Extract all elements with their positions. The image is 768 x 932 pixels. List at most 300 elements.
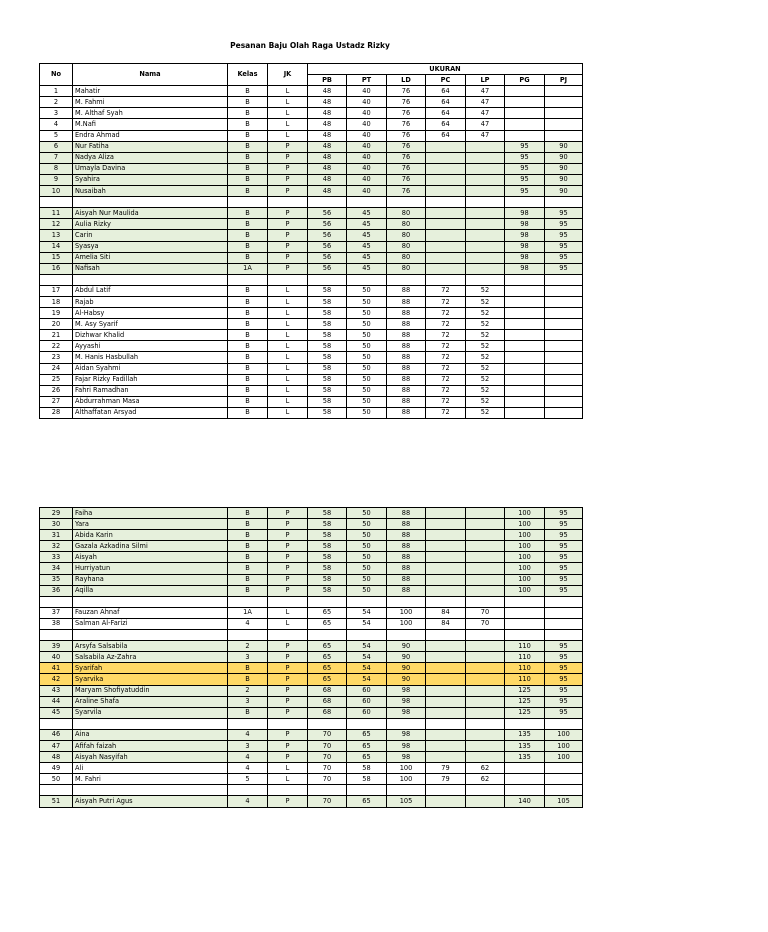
cell-lp [466, 141, 505, 152]
cell-pb: 65 [308, 618, 347, 629]
cell-nama: Althaffatan Arsyad [73, 407, 228, 418]
cell-pg [505, 285, 545, 296]
table-row [40, 508, 583, 519]
cell-lp: 52 [466, 296, 505, 307]
cell-nama: M. Althaf Syah [73, 108, 228, 119]
cell-pc: 72 [426, 330, 466, 341]
cell-jk: L [268, 319, 308, 330]
cell-nama: Afifah faizah [73, 740, 228, 751]
cell-ld: 76 [387, 108, 426, 119]
blank-cell [387, 785, 426, 796]
cell-pt: 45 [347, 219, 387, 230]
blank-cell [73, 785, 228, 796]
table-row [40, 208, 583, 219]
cell-pb: 70 [308, 740, 347, 751]
order-table-top [39, 63, 583, 419]
table-row [40, 407, 583, 418]
cell-lp [466, 585, 505, 596]
cell-nama: Maryam Shofiyatuddin [73, 685, 228, 696]
cell-pj: 95 [545, 707, 583, 718]
cell-pc: 72 [426, 396, 466, 407]
table-row [40, 308, 583, 319]
cell-pj: 95 [545, 674, 583, 685]
table-row [40, 363, 583, 374]
cell-pj: 100 [545, 752, 583, 763]
order-table-bottom [39, 507, 583, 808]
cell-nama: M.Nafi [73, 119, 228, 130]
cell-pc: 64 [426, 97, 466, 108]
blank-cell [505, 718, 545, 729]
cell-pt: 54 [347, 607, 387, 618]
cell-kelas: B [228, 252, 268, 263]
cell-pj: 95 [545, 552, 583, 563]
cell-kelas: B [228, 108, 268, 119]
cell-no: 11 [40, 208, 73, 219]
cell-pg [505, 407, 545, 418]
cell-lp [466, 707, 505, 718]
cell-ld: 88 [387, 407, 426, 418]
blank-row [40, 197, 583, 208]
cell-no: 1 [40, 86, 73, 97]
cell-pc [426, 186, 466, 197]
blank-cell [545, 596, 583, 607]
cell-pj [545, 618, 583, 629]
cell-no: 50 [40, 774, 73, 785]
cell-pb: 65 [308, 652, 347, 663]
cell-kelas: B [228, 163, 268, 174]
cell-pg [505, 330, 545, 341]
blank-cell [505, 274, 545, 285]
cell-pc [426, 796, 466, 807]
blank-cell [466, 630, 505, 641]
cell-pb: 48 [308, 86, 347, 97]
cell-no: 37 [40, 607, 73, 618]
cell-pc [426, 574, 466, 585]
cell-nama: Abdul Latif [73, 285, 228, 296]
cell-pb: 48 [308, 130, 347, 141]
cell-pj [545, 385, 583, 396]
cell-pc: 72 [426, 374, 466, 385]
cell-pj: 95 [545, 574, 583, 585]
cell-nama: Fauzan Ahnaf [73, 607, 228, 618]
cell-kelas: B [228, 663, 268, 674]
cell-ld: 88 [387, 363, 426, 374]
cell-nama: Abida Karin [73, 530, 228, 541]
cell-no: 34 [40, 563, 73, 574]
header-nama: Nama [73, 64, 228, 86]
table-row [40, 585, 583, 596]
cell-jk: P [268, 263, 308, 274]
cell-kelas: B [228, 396, 268, 407]
cell-lp [466, 752, 505, 763]
cell-lp [466, 541, 505, 552]
cell-ld: 80 [387, 252, 426, 263]
blank-cell [308, 630, 347, 641]
cell-pg: 125 [505, 707, 545, 718]
cell-lp: 52 [466, 407, 505, 418]
blank-cell [545, 274, 583, 285]
cell-kelas: B [228, 174, 268, 185]
cell-pb: 68 [308, 685, 347, 696]
cell-pb: 56 [308, 230, 347, 241]
cell-lp: 52 [466, 308, 505, 319]
cell-pb: 70 [308, 752, 347, 763]
blank-cell [268, 630, 308, 641]
table-body-top [40, 86, 583, 419]
cell-ld: 88 [387, 296, 426, 307]
cell-jk: P [268, 508, 308, 519]
cell-lp [466, 552, 505, 563]
cell-pb: 58 [308, 319, 347, 330]
cell-jk: L [268, 308, 308, 319]
cell-ld: 100 [387, 607, 426, 618]
cell-pb: 48 [308, 174, 347, 185]
cell-nama: Dizhwar Khalid [73, 330, 228, 341]
cell-pj: 95 [545, 252, 583, 263]
header-lp: LP [466, 75, 505, 86]
cell-no: 31 [40, 530, 73, 541]
table-row [40, 707, 583, 718]
table-row [40, 108, 583, 119]
cell-kelas: B [228, 230, 268, 241]
cell-pt: 50 [347, 563, 387, 574]
table-row [40, 230, 583, 241]
cell-pg: 110 [505, 663, 545, 674]
cell-no: 32 [40, 541, 73, 552]
cell-jk: P [268, 585, 308, 596]
table-row [40, 663, 583, 674]
cell-kelas: B [228, 530, 268, 541]
cell-pc [426, 508, 466, 519]
cell-ld: 88 [387, 374, 426, 385]
cell-pj [545, 319, 583, 330]
cell-pg [505, 97, 545, 108]
cell-pg: 135 [505, 752, 545, 763]
cell-pc [426, 663, 466, 674]
cell-no: 23 [40, 352, 73, 363]
cell-nama: Rayhana [73, 574, 228, 585]
table-body-bottom [40, 508, 583, 808]
table-row [40, 530, 583, 541]
cell-nama: Nafisah [73, 263, 228, 274]
cell-lp [466, 674, 505, 685]
cell-ld: 76 [387, 130, 426, 141]
cell-pt: 50 [347, 552, 387, 563]
cell-no: 10 [40, 186, 73, 197]
cell-pc [426, 729, 466, 740]
cell-pb: 65 [308, 641, 347, 652]
cell-pg: 110 [505, 674, 545, 685]
cell-no: 41 [40, 663, 73, 674]
cell-no: 44 [40, 696, 73, 707]
cell-pb: 58 [308, 508, 347, 519]
blank-cell [228, 274, 268, 285]
cell-ld: 88 [387, 308, 426, 319]
cell-jk: P [268, 186, 308, 197]
cell-jk: L [268, 97, 308, 108]
cell-no: 48 [40, 752, 73, 763]
cell-kelas: 3 [228, 696, 268, 707]
cell-lp [466, 230, 505, 241]
cell-pg: 98 [505, 219, 545, 230]
cell-jk: P [268, 208, 308, 219]
cell-jk: L [268, 763, 308, 774]
cell-ld: 76 [387, 152, 426, 163]
cell-jk: P [268, 541, 308, 552]
cell-nama: M. Asy Syarif [73, 319, 228, 330]
cell-kelas: B [228, 585, 268, 596]
cell-nama: Syahira [73, 174, 228, 185]
table-row [40, 618, 583, 629]
blank-cell [545, 785, 583, 796]
cell-jk: L [268, 341, 308, 352]
cell-kelas: B [228, 152, 268, 163]
cell-pc: 79 [426, 774, 466, 785]
cell-pc: 64 [426, 130, 466, 141]
cell-kelas: 1A [228, 263, 268, 274]
table-row [40, 130, 583, 141]
blank-cell [466, 785, 505, 796]
cell-pg: 100 [505, 563, 545, 574]
cell-ld: 76 [387, 97, 426, 108]
table-row [40, 763, 583, 774]
cell-jk: P [268, 574, 308, 585]
cell-pj [545, 130, 583, 141]
cell-pg: 98 [505, 252, 545, 263]
cell-pb: 48 [308, 97, 347, 108]
cell-pb: 48 [308, 152, 347, 163]
cell-ld: 98 [387, 752, 426, 763]
cell-pt: 40 [347, 97, 387, 108]
header-pg: PG [505, 75, 545, 86]
cell-pj: 95 [545, 585, 583, 596]
cell-jk: P [268, 241, 308, 252]
cell-pb: 65 [308, 663, 347, 674]
cell-pj [545, 763, 583, 774]
cell-pt: 65 [347, 796, 387, 807]
blank-cell [387, 718, 426, 729]
cell-lp: 52 [466, 385, 505, 396]
cell-nama: Rajab [73, 296, 228, 307]
blank-cell [466, 718, 505, 729]
blank-cell [426, 197, 466, 208]
cell-pg [505, 319, 545, 330]
cell-pb: 48 [308, 163, 347, 174]
blank-cell [308, 718, 347, 729]
cell-jk: L [268, 774, 308, 785]
cell-kelas: B [228, 674, 268, 685]
cell-pj [545, 341, 583, 352]
cell-pj: 95 [545, 241, 583, 252]
cell-kelas: 4 [228, 729, 268, 740]
table-row [40, 186, 583, 197]
cell-pc [426, 541, 466, 552]
cell-pc [426, 563, 466, 574]
table-row [40, 652, 583, 663]
cell-ld: 90 [387, 663, 426, 674]
blank-cell [40, 630, 73, 641]
cell-pg: 100 [505, 552, 545, 563]
cell-nama: Ayyashi [73, 341, 228, 352]
cell-ld: 76 [387, 119, 426, 130]
cell-jk: L [268, 296, 308, 307]
cell-pb: 48 [308, 108, 347, 119]
table-row [40, 319, 583, 330]
cell-no: 27 [40, 396, 73, 407]
cell-lp [466, 696, 505, 707]
table-row [40, 774, 583, 785]
cell-no: 35 [40, 574, 73, 585]
cell-pg: 125 [505, 685, 545, 696]
cell-pb: 58 [308, 352, 347, 363]
cell-jk: P [268, 152, 308, 163]
table-row [40, 519, 583, 530]
cell-ld: 90 [387, 674, 426, 685]
cell-kelas: 4 [228, 618, 268, 629]
table-row [40, 374, 583, 385]
blank-cell [308, 197, 347, 208]
cell-lp: 47 [466, 97, 505, 108]
cell-kelas: B [228, 208, 268, 219]
cell-lp [466, 208, 505, 219]
cell-kelas: 3 [228, 740, 268, 751]
cell-nama: Aina [73, 729, 228, 740]
cell-pb: 58 [308, 530, 347, 541]
cell-ld: 80 [387, 208, 426, 219]
blank-cell [228, 718, 268, 729]
blank-cell [268, 596, 308, 607]
cell-pg: 98 [505, 208, 545, 219]
cell-no: 2 [40, 97, 73, 108]
cell-ld: 98 [387, 707, 426, 718]
cell-lp [466, 685, 505, 696]
blank-cell [347, 718, 387, 729]
cell-pb: 56 [308, 219, 347, 230]
cell-pg [505, 341, 545, 352]
cell-pb: 58 [308, 374, 347, 385]
table-row [40, 385, 583, 396]
cell-no: 40 [40, 652, 73, 663]
cell-nama: Aisyah [73, 552, 228, 563]
cell-ld: 88 [387, 285, 426, 296]
cell-nama: M. Fahri [73, 774, 228, 785]
cell-ld: 88 [387, 563, 426, 574]
header-ld: LD [387, 75, 426, 86]
cell-ld: 80 [387, 263, 426, 274]
cell-pb: 58 [308, 385, 347, 396]
blank-cell [347, 785, 387, 796]
cell-pb: 58 [308, 308, 347, 319]
table-row [40, 86, 583, 97]
cell-jk: P [268, 141, 308, 152]
table-row [40, 563, 583, 574]
cell-ld: 88 [387, 319, 426, 330]
cell-pg: 98 [505, 230, 545, 241]
cell-no: 33 [40, 552, 73, 563]
header-ukuran: UKURAN [308, 64, 583, 75]
cell-pj: 90 [545, 186, 583, 197]
cell-pj: 95 [545, 652, 583, 663]
cell-pb: 56 [308, 208, 347, 219]
cell-pg: 140 [505, 796, 545, 807]
table-row [40, 696, 583, 707]
cell-pc [426, 652, 466, 663]
cell-kelas: 1A [228, 607, 268, 618]
cell-pj: 95 [545, 641, 583, 652]
cell-lp [466, 519, 505, 530]
cell-jk: L [268, 108, 308, 119]
cell-jk: L [268, 385, 308, 396]
cell-lp [466, 174, 505, 185]
cell-nama: Fahri Ramadhan [73, 385, 228, 396]
cell-pj: 100 [545, 729, 583, 740]
cell-lp: 52 [466, 374, 505, 385]
cell-jk: P [268, 729, 308, 740]
cell-ld: 80 [387, 219, 426, 230]
cell-pb: 68 [308, 707, 347, 718]
cell-pb: 70 [308, 763, 347, 774]
blank-cell [73, 197, 228, 208]
cell-pt: 54 [347, 663, 387, 674]
cell-jk: P [268, 685, 308, 696]
cell-pc [426, 752, 466, 763]
blank-cell [308, 596, 347, 607]
cell-jk: P [268, 752, 308, 763]
cell-pc [426, 674, 466, 685]
cell-ld: 88 [387, 341, 426, 352]
cell-lp [466, 663, 505, 674]
cell-lp: 47 [466, 130, 505, 141]
cell-pt: 40 [347, 86, 387, 97]
table-row [40, 740, 583, 751]
cell-pt: 50 [347, 374, 387, 385]
blank-cell [387, 596, 426, 607]
cell-pt: 45 [347, 241, 387, 252]
cell-pj: 90 [545, 152, 583, 163]
cell-nama: Syasya [73, 241, 228, 252]
cell-lp [466, 530, 505, 541]
cell-pc: 72 [426, 319, 466, 330]
cell-no: 28 [40, 407, 73, 418]
header-jk: JK [268, 64, 308, 86]
cell-pj [545, 607, 583, 618]
cell-pc: 64 [426, 86, 466, 97]
cell-kelas: 4 [228, 752, 268, 763]
cell-pb: 58 [308, 541, 347, 552]
cell-pt: 50 [347, 385, 387, 396]
cell-pb: 58 [308, 296, 347, 307]
cell-pg: 135 [505, 729, 545, 740]
cell-jk: P [268, 674, 308, 685]
cell-jk: P [268, 519, 308, 530]
cell-pb: 56 [308, 252, 347, 263]
cell-pj: 95 [545, 685, 583, 696]
cell-jk: P [268, 174, 308, 185]
table-row [40, 674, 583, 685]
cell-kelas: B [228, 141, 268, 152]
table-row [40, 252, 583, 263]
cell-no: 49 [40, 763, 73, 774]
cell-no: 20 [40, 319, 73, 330]
blank-cell [268, 718, 308, 729]
cell-kelas: B [228, 119, 268, 130]
cell-no: 7 [40, 152, 73, 163]
cell-pc [426, 230, 466, 241]
cell-no: 18 [40, 296, 73, 307]
cell-kelas: 2 [228, 641, 268, 652]
cell-pj: 95 [545, 663, 583, 674]
cell-no: 47 [40, 740, 73, 751]
